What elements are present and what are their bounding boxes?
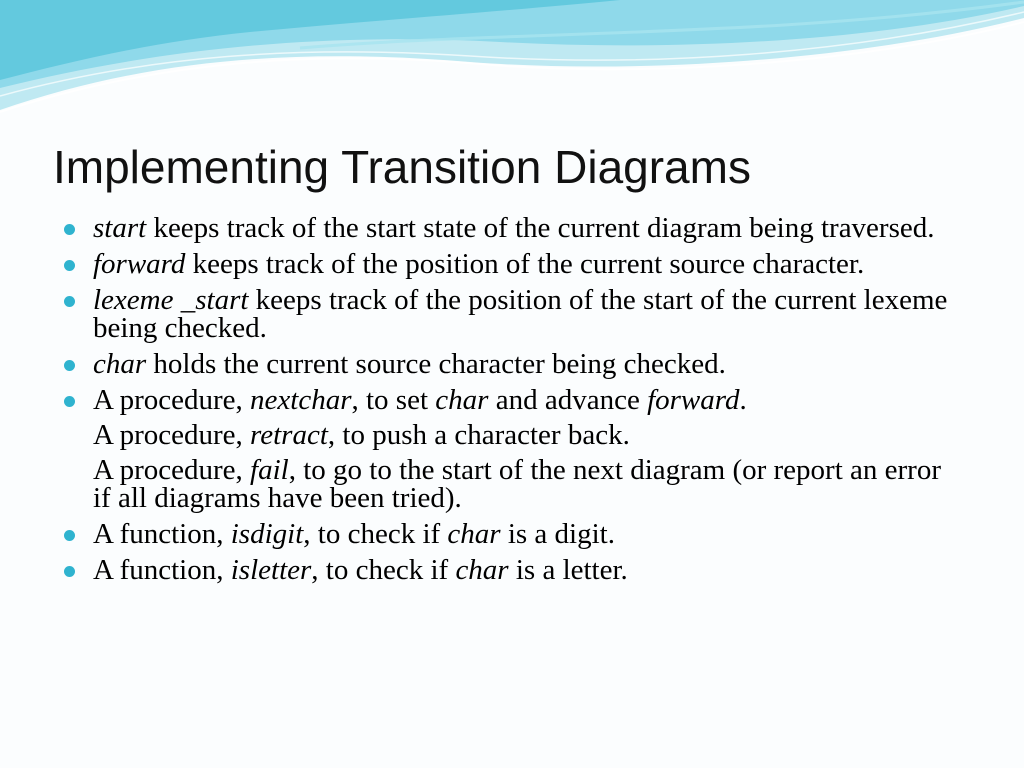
bullet-text: is a digit. (500, 518, 615, 550)
bullet-text: A function, (93, 518, 231, 550)
bullet-text: , to set (351, 384, 436, 416)
bullet-text: keeps track of the position of the start of the current lexeme being checked. (93, 284, 948, 344)
bullet-term: lexeme _start (93, 284, 249, 316)
slide-title: Implementing Transition Diagrams (53, 141, 751, 193)
bullet-term: isletter (230, 554, 312, 586)
bullet-text: A procedure, (93, 419, 251, 451)
bullet-text: , to check if (303, 518, 448, 550)
bullet-term: char (435, 384, 489, 416)
bullet-item (60, 214, 960, 242)
bullet-term: retract (250, 419, 328, 451)
bullet-term: forward (647, 384, 740, 416)
bullet-text: keeps track of the start state of the current diagram being traversed. (146, 212, 935, 244)
bullet-text: A procedure, (93, 384, 251, 416)
bullet-continuation (60, 421, 960, 449)
bullet-item (60, 350, 960, 378)
bullet-item (60, 386, 960, 414)
bullet-dot-icon (64, 360, 75, 371)
bullet-text: is a letter. (508, 554, 628, 586)
bullet-term: char (93, 348, 147, 380)
header-wave-decoration (0, 0, 1024, 130)
bullet-term: start (93, 212, 147, 244)
bullet-dot-icon (64, 224, 75, 235)
bullet-continuation (60, 456, 960, 512)
bullet-dot-icon (64, 260, 75, 271)
bullet-dot-icon (64, 396, 75, 407)
bullet-text: A function, (93, 554, 231, 586)
bullet-text: . (739, 384, 747, 416)
bullet-text: , to check if (311, 554, 456, 586)
bullet-dot-icon (64, 566, 75, 577)
bullet-dot-icon (64, 296, 75, 307)
bullet-text: holds the current source character being checked. (146, 348, 726, 380)
bullet-text: , to push a character back. (327, 419, 630, 451)
bullet-term: forward (93, 248, 186, 280)
bullet-text: keeps track of the position of the current source character. (185, 248, 865, 280)
bullet-text: A procedure, (93, 454, 251, 486)
bullet-term: isdigit (230, 518, 304, 550)
bullet-text: , to go to the start of the next diagram (or report an error if all diagrams have been tried). (93, 454, 941, 514)
bullet-list (60, 214, 960, 592)
bullet-term: nextchar (250, 384, 352, 416)
bullet-term: char (455, 554, 509, 586)
bullet-item (60, 520, 960, 548)
bullet-item (60, 556, 960, 584)
bullet-dot-icon (64, 530, 75, 541)
bullet-term: fail (250, 454, 289, 486)
bullet-item (60, 286, 960, 342)
bullet-text: and advance (488, 384, 648, 416)
bullet-item (60, 250, 960, 278)
bullet-term: char (447, 518, 501, 550)
